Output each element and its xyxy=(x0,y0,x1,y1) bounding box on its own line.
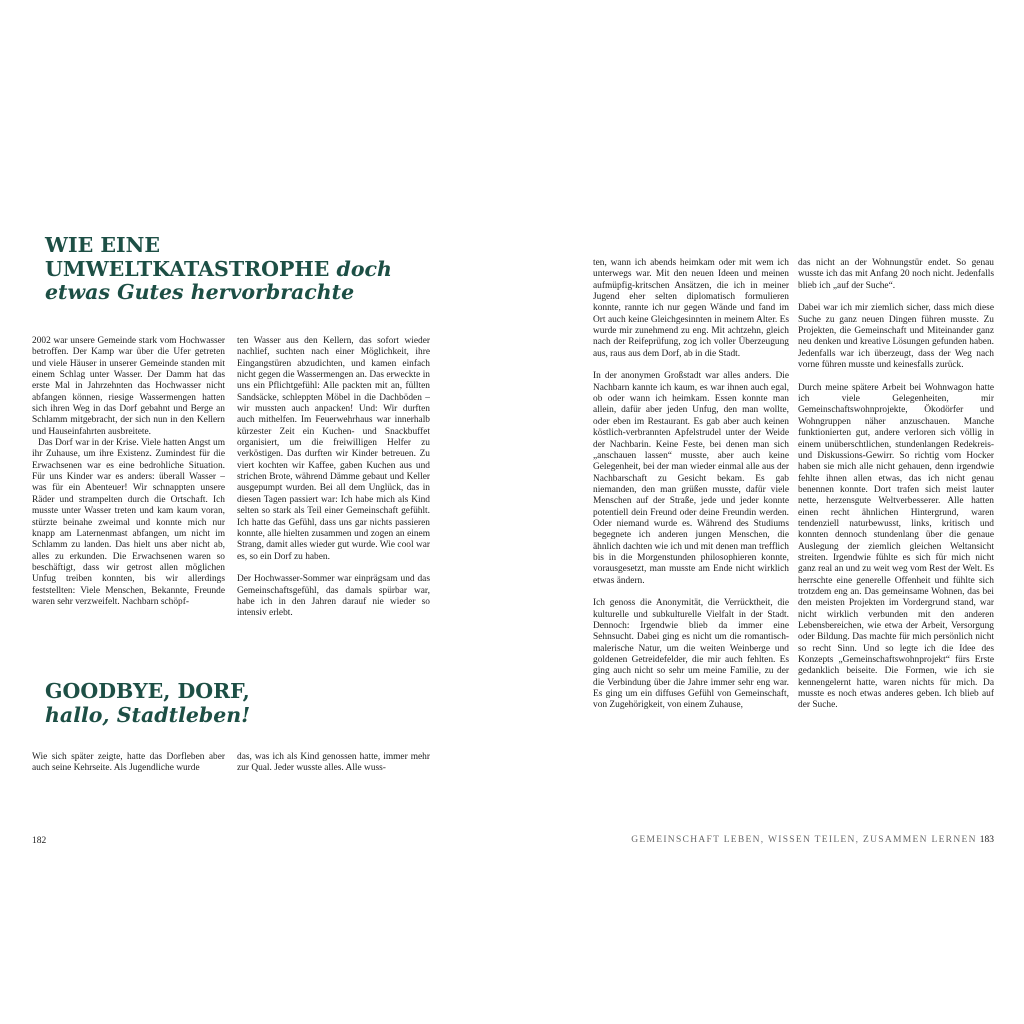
paragraph: das, was ich als Kind genossen hatte, immer mehr zur Qual. Jeder wusste alles. Alle wuss- xyxy=(237,752,430,774)
running-title: GEMEINSCHAFT LEBEN, WISSEN TEILEN, ZUSAMMEN LERNEN xyxy=(631,835,977,845)
paragraph: ten, wann ich abends heimkam oder mit wem ich unterwegs war. Mit den neuen Ideen und meinen aufmüpfig-kritschen Ansätzen, die ich in meiner Jugend eher selten diplomatisch formulieren konnte, rannte ich nur gegen Wände und fand im Ort auch keine Gleichgesinnten in meinem Alter. Es wurde mir zunehmend zu eng. Mit achtzehn, gleich nach der Reifeprüfung, zog ich voller Überzeugung aus, raus aus dem Dorf, ab in die Stadt. xyxy=(593,258,789,359)
running-footer xyxy=(631,835,994,845)
text-column-4 xyxy=(237,752,430,775)
paragraph: Ich genoss die Anonymität, die Verrücktheit, die kulturelle und subkulturelle Vielfalt in der Stadt. Dennoch: Irgendwie blieb da immer eine Sehnsucht. Dabei ging es nicht um die romantisch-malerische Natur, um die weiten Weinberge und goldenen Getreidefelder, die mir auch fehlten. Es ging auch nicht so sehr um meine Familie, zu der die Verbindung über die Jahre immer sehr eng war. Es ging um ein diffuses Gefühl von Gemeinschaft, von Zugehörigkeit, von einem Zuhause, xyxy=(593,598,789,711)
paragraph: Der Hochwasser-Sommer war einprägsam und das Gemeinschaftsgefühl, das damals spürbar war, habe ich in den Jahren darauf nie wieder so intensiv erlebt. xyxy=(237,574,430,619)
paragraph: das nicht an der Wohnungstür endet. So genau wusste ich das mit Anfang 20 noch nicht. Jedenfalls blieb ich „auf der Suche“. xyxy=(798,258,994,291)
text-column-6 xyxy=(798,258,994,712)
paragraph: Durch meine spätere Arbeit bei Wohnwagon hatte ich viele Gelegenheiten, mir Gemeinschaftswohnprojekte, Ökodörfer und Wohngruppen näher anzuschauen. Manche funktionierten gut, andere verloren sich völlig in einem unüberschtlichen, stundenlangen Redekreis- und Diskussions-Gewirr. So richtig vom Hocker haben sie mich alle nicht gehauen, denn irgendwie fehlte ihnen allen etwas, das ich nicht genau benennen konnte. Dort trafen sich meist lauter nette, herzensgute Weltverbesserer. Alle hatten einen recht ähnlichen Hintergrund, waren tendenziell naturbewusst, links, kritisch und konnten dennoch stundenlang über die genaue Auslegung der ziemlich gleichen Weltansicht streiten. Irgendwie fühlte es sich für mich nicht ganz real an und zu weit weg vom Rest der Welt. Es herrschte eine generelle Offenheit und fühlte sich trotzdem eng an. Das gemeinsame Wohnen, das bei den meisten Projekten im Vordergrund stand, war nicht wirklich verbunden mit den anderen Lebensbereichen, wie etwa der Arbeit, Versorgung oder Bildung. Das machte für mich persönlich nicht so recht Sinn. Und so legte ich die Idee des Konzepts „Gemeinschaftswohnprojekt“ fürs Erste gedanklich beiseite. Die Formen, wie ich sie kennengelernt hatte, waren nichts für mich. Da musste es noch etwas anderes geben. Ich blieb auf der Suche. xyxy=(798,382,994,711)
section-heading-goodbye-village xyxy=(45,680,250,727)
left-page-number: 182 xyxy=(32,836,47,846)
paragraph: ten Wasser aus den Kellern, das sofort wieder nachlief, suchten nach einer Möglichkeit, ihre Eingangstüren abzudichten, und kamen einfach nicht gegen die Wassermengen an. Das erweckte in uns ein Pflichtgefühl: Alle packten mit an, füllten Sandsäcke, schleppten Möbel in die Dachböden – wir mussten auch anpacken! Und: Wir durften auch mithelfen. Im Feuerwehrhaus war innerhalb kürzester Zeit ein Kuchen- und Snackbuffet organisiert, um die freiwilligen Helfer zu verköstigen. Das durften wir Kinder betreuen. Zu viert kochten wir Kaffee, gaben Kuchen aus und strichen Brote, während Dämme gebaut und Keller ausgepumpt wurden. Bei all dem Unglück, das in diesen Tagen passiert war: Ich habe mich als Kind selten so stark als Teil einer Gemeinschaft gefühlt. Ich hatte das Gefühl, dass uns gar nichts passieren konnte, alle hielten zusammen und zogen an einem Strang, damit alles wieder gut wurde. Wie cool war es, so ein Dorf zu haben. xyxy=(237,336,430,562)
heading-italic-part: doch xyxy=(336,256,392,281)
heading-line xyxy=(45,258,392,282)
text-column-3 xyxy=(32,752,225,775)
heading-line: hallo, Stadtleben! xyxy=(45,702,251,727)
paragraph: Dabei war ich mir ziemlich sicher, dass mich diese Suche zu ganz neuen Dingen führen musste. Zu Projekten, die Gemeinschaft und Miteinander ganz neu denken und kreative Lösungen gefunden haben. Jedenfalls war ich überzeugt, dass der Weg nach vorne führen musste und keinesfalls zurück. xyxy=(798,303,994,371)
section-heading-environmental-catastrophe xyxy=(45,234,392,305)
right-page-number: 183 xyxy=(979,835,994,845)
text-column-1 xyxy=(32,336,225,608)
heading-line: etwas Gutes hervorbrachte xyxy=(45,280,355,305)
heading-caps-part: UMWELTKATASTROPHE xyxy=(45,256,337,281)
paragraph: In der anonymen Großstadt war alles anders. Die Nachbarn kannte ich kaum, es war ihnen auch egal, ob oder wann ich heimkam. Essen konnte man allein, dafür aber jeden Unfug, den man wollte, oder eben im Restaurant. Es gab aber auch keinen köstlich-verbrannten Apfelstrudel unter der Weide der Nachbarin. Keine Feste, bei denen man sich „anschauen lassen“ musste, aber auch keine Gelegenheit, bei der man wieder einmal alle aus der Nachbarschaft zu Gesicht bekam. Es gab niemanden, den man grüßen musste, dafür viele Menschen auf der Straße, jede und jeder konnte potentiell dein Freund oder deine Freundin werden. Oder niemand wurde es. Während des Studiums begegnete ich anderen jungen Menschen, die ähnlich dachten wie ich und mit denen man trefflich bis in die Morgenstunden philosophieren konnte, vorausgesetzt, man musste am Ende nicht wirklich etwas ändern. xyxy=(593,371,789,586)
paragraph: Wie sich später zeigte, hatte das Dorfleben aber auch seine Kehrseite. Als Jugendliche wurde xyxy=(32,752,225,774)
heading-line: GOODBYE, DORF, xyxy=(45,679,250,703)
text-column-2 xyxy=(237,336,430,620)
text-column-5 xyxy=(593,258,789,712)
paragraph: Das Dorf war in der Krise. Viele hatten Angst um ihr Zuhause, um ihre Existenz. Zumindest für die Erwachsenen war es eine bedrohliche Situation. Für uns Kinder war es anders: überall Wasser – was für ein Abenteuer! Wir schnappten unsere Räder und strampelten durch die Ortschaft. Ich musste unter Wasser treten und kam kaum voran, stürzte beinahe zweimal und konnte mich nur knapp am Laternenmast abfangen, um nicht im Schlamm zu landen. Das hielt uns aber nicht ab, alles zu erkunden. Die Erwachsenen waren so beschäftigt, dass wir getrost allen möglichen Unfug treiben konnten, bis wir allerdings feststellten: Viele Menschen, Bekannte, Freunde waren sehr verzweifelt. Nachbarn schöpf- xyxy=(32,438,225,607)
paragraph: 2002 war unsere Gemeinde stark vom Hochwasser betroffen. Der Kamp war über die Ufer getreten und viele Häuser in unserer Gemeinde standen mit einem Schlag unter Wasser. Der Damm hat das erste Mal in Jahrzehnten das Hochwasser nicht abfangen können, riesige Wassermengen hatten sich ihren Weg in das Dorf gebahnt und Berge an Schlamm mitgebracht, der sich nun in den Kellern und Hauseinfahrten ausbreitete. xyxy=(32,336,225,437)
heading-line: WIE EINE xyxy=(45,233,160,257)
